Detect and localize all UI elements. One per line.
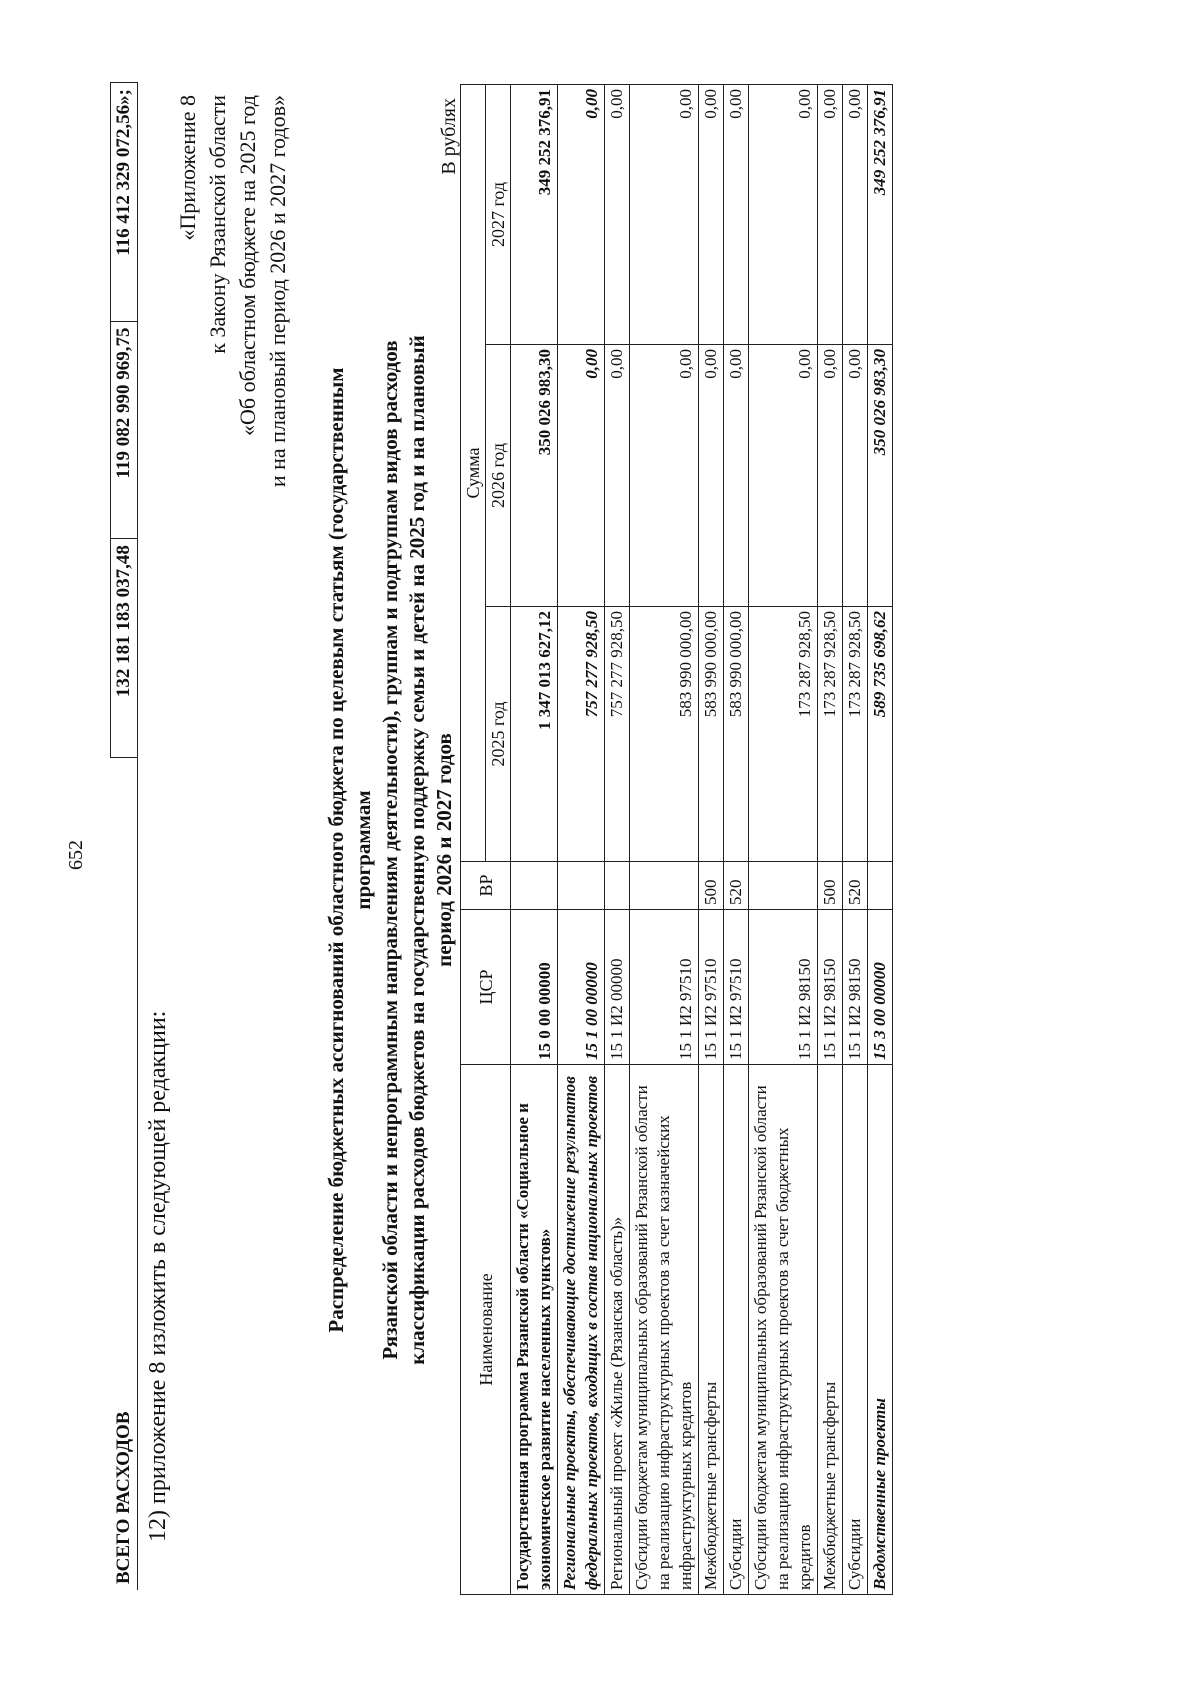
row-vr — [630, 862, 699, 910]
row-vr: 500 — [699, 862, 724, 910]
row-2025: 1 347 013 627,12 — [511, 607, 558, 862]
title-line-1: Распределение бюджетных ассигнований областного бюджета по целевым статьям (государственным программам — [324, 367, 375, 1333]
title-line-4: период 2026 и 2027 годов — [432, 733, 456, 967]
row-name: Субсидии бюджетам муниципальных образований Рязанской области на реализацию инфраструктурных проектов за счет бюджетных кредитов — [749, 1065, 818, 1595]
row-csr: 15 1 И2 00000 — [605, 910, 630, 1065]
row-name: Субсидии — [724, 1065, 749, 1595]
header-name: Наименование — [461, 1065, 511, 1595]
row-2025: 173 287 928,50 — [818, 607, 843, 862]
row-2026: 0,00 — [724, 345, 749, 607]
total-value-2025: 132 181 183 037,48 — [111, 539, 138, 758]
header-2025: 2025 год — [486, 607, 511, 862]
row-2027: 0,00 — [605, 84, 630, 344]
row-2026: 0,00 — [843, 345, 868, 607]
row-name: Государственная программа Рязанской области «Социальное и экономическое развитие населенных пунктов» — [511, 1065, 558, 1595]
page-number: 652 — [65, 840, 87, 870]
row-2027: 0,00 — [818, 84, 843, 344]
row-2027: 0,00 — [724, 84, 749, 344]
table-row — [558, 84, 605, 1594]
row-vr — [605, 862, 630, 910]
row-vr: 520 — [724, 862, 749, 910]
row-vr: 500 — [818, 862, 843, 910]
row-2027: 349 252 376,91 — [511, 84, 558, 344]
row-name: Межбюджетные трансферты — [699, 1065, 724, 1595]
row-csr: 15 1 И2 97510 — [699, 910, 724, 1065]
appendix-line-2: к Закону Рязанской области — [205, 95, 230, 354]
total-value-2027: 116 412 329 072,56»; — [111, 83, 138, 322]
header-csr: ЦСР — [461, 910, 511, 1065]
total-row — [111, 83, 138, 1591]
row-2025: 583 990 000,00 — [630, 607, 699, 862]
row-name: Ведомственные проекты — [868, 1065, 893, 1595]
table-row — [605, 84, 630, 1594]
appendix-line-3: «Об областном бюджете на 2025 год — [235, 95, 260, 436]
row-csr: 15 1 00 00000 — [558, 910, 605, 1065]
header-vr: ВР — [461, 862, 511, 910]
row-2027: 349 252 376,91 — [868, 84, 893, 344]
table-row — [630, 84, 699, 1594]
table-row — [724, 84, 749, 1594]
header-sum: Сумма — [461, 84, 486, 861]
row-name: Региональный проект «Жилье (Рязанская область)» — [605, 1065, 630, 1595]
amendment-text: 12) приложение 8 изложить в следующей редакции: — [145, 1010, 171, 1542]
title-line-2: Рязанской области и непрограммным направлениям деятельности), группам и подгруппам видов расходов — [378, 340, 402, 1360]
row-2027: 0,00 — [699, 84, 724, 344]
row-2025: 757 277 928,50 — [605, 607, 630, 862]
row-2025: 583 990 000,00 — [724, 607, 749, 862]
row-csr: 15 1 И2 98150 — [749, 910, 818, 1065]
row-2027: 0,00 — [558, 84, 605, 344]
total-value-2026: 119 082 990 969,75 — [111, 321, 138, 539]
allocation-table — [460, 84, 893, 1595]
row-name: Субсидии бюджетам муниципальных образований Рязанской области на реализацию инфраструктурных проектов за счет казначейских инфраструктурных кредитов — [630, 1065, 699, 1595]
total-expenses-table — [110, 82, 138, 1590]
document-title — [323, 310, 458, 1390]
row-2026: 0,00 — [558, 345, 605, 607]
row-2026: 0,00 — [749, 345, 818, 607]
row-2026: 0,00 — [699, 345, 724, 607]
row-2025: 173 287 928,50 — [749, 607, 818, 862]
row-2027: 0,00 — [749, 84, 818, 344]
row-csr: 15 3 00 00000 — [868, 910, 893, 1065]
table-row — [511, 84, 558, 1594]
row-vr: 520 — [843, 862, 868, 910]
row-2026: 0,00 — [818, 345, 843, 607]
row-2026: 0,00 — [605, 345, 630, 607]
table-row — [818, 84, 843, 1594]
row-vr — [558, 862, 605, 910]
row-vr — [749, 862, 818, 910]
units-label: В рублях — [438, 98, 460, 175]
table-row — [843, 84, 868, 1594]
row-2025: 589 735 698,62 — [868, 607, 893, 862]
row-csr: 15 1 И2 97510 — [630, 910, 699, 1065]
table-row — [749, 84, 818, 1594]
row-csr: 15 1 И2 97510 — [724, 910, 749, 1065]
row-vr — [868, 862, 893, 910]
header-2026: 2026 год — [486, 345, 511, 607]
row-2027: 0,00 — [843, 84, 868, 344]
title-line-3: классификации расходов бюджетов на государственную поддержку семьи и детей на 2025 год и на плановый — [405, 335, 429, 1365]
appendix-line-1: «Приложение 8 — [175, 95, 200, 241]
row-csr: 15 0 00 00000 — [511, 910, 558, 1065]
table-row — [868, 84, 893, 1594]
row-2025: 173 287 928,50 — [843, 607, 868, 862]
row-name: Межбюджетные трансферты — [818, 1065, 843, 1595]
row-2025: 583 990 000,00 — [699, 607, 724, 862]
row-2026: 0,00 — [630, 345, 699, 607]
header-2027: 2027 год — [486, 84, 511, 344]
row-csr: 15 1 И2 98150 — [843, 910, 868, 1065]
table-row — [699, 84, 724, 1594]
rotated-document-page — [5, 40, 1155, 1690]
row-2026: 350 026 983,30 — [868, 345, 893, 607]
row-vr — [511, 862, 558, 910]
row-name: Региональные проекты, обеспечивающие достижение результатов федеральных проектов, входящих в состав национальных проектов — [558, 1065, 605, 1595]
row-2027: 0,00 — [630, 84, 699, 344]
row-name: Субсидии — [843, 1065, 868, 1595]
row-2026: 350 026 983,30 — [511, 345, 558, 607]
row-csr: 15 1 И2 98150 — [818, 910, 843, 1065]
total-label: ВСЕГО РАСХОДОВ — [111, 758, 138, 1591]
appendix-line-4: и на плановый период 2026 и 2027 годов» — [265, 95, 290, 488]
row-2025: 757 277 928,50 — [558, 607, 605, 862]
